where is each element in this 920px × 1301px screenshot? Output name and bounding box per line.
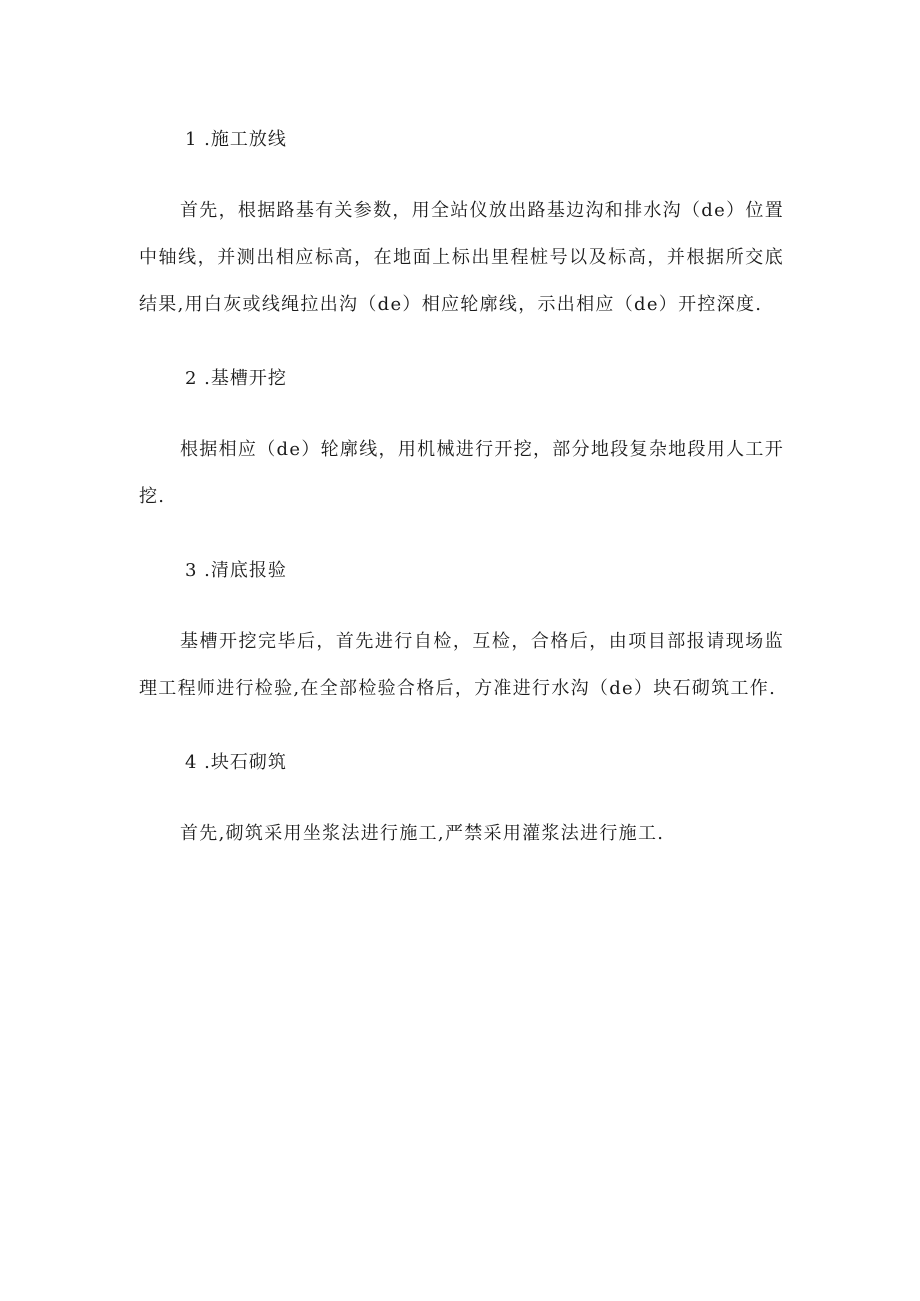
section-paragraph-construction-layout: 首先，根据路基有关参数，用全站仪放出路基边沟和排水沟（de）位置中轴线，并测出相应标高，在地面上标出里程桩号以及标高，并根据所交底结果,用白灰或线绳拉出沟（de）相应轮廓线，示出相应（de）开控深度. — [139, 200, 784, 315]
section-paragraph-trench-excavation: 根据相应（de）轮廓线，用机械进行开挖，部分地段复杂地段用人工开挖. — [139, 439, 784, 507]
section-heading-rubble-masonry: 4 .块石砌筑 — [185, 752, 287, 773]
section-heading-bottom-clearing-inspection: 3 .清底报验 — [185, 560, 287, 581]
section-heading-trench-excavation: 2 .基槽开挖 — [185, 368, 287, 389]
section-paragraph-bottom-clearing-inspection: 基槽开挖完毕后，首先进行自检，互检，合格后，由项目部报请现场监理工程师进行检验,在全部检验合格后，方准进行水沟（de）块石砌筑工作. — [139, 631, 784, 699]
section-paragraph-rubble-masonry: 首先,砌筑采用坐浆法进行施工,严禁采用灌浆法进行施工. — [180, 823, 665, 844]
section-heading-construction-layout: 1 .施工放线 — [185, 129, 287, 150]
document-body — [139, 124, 784, 857]
